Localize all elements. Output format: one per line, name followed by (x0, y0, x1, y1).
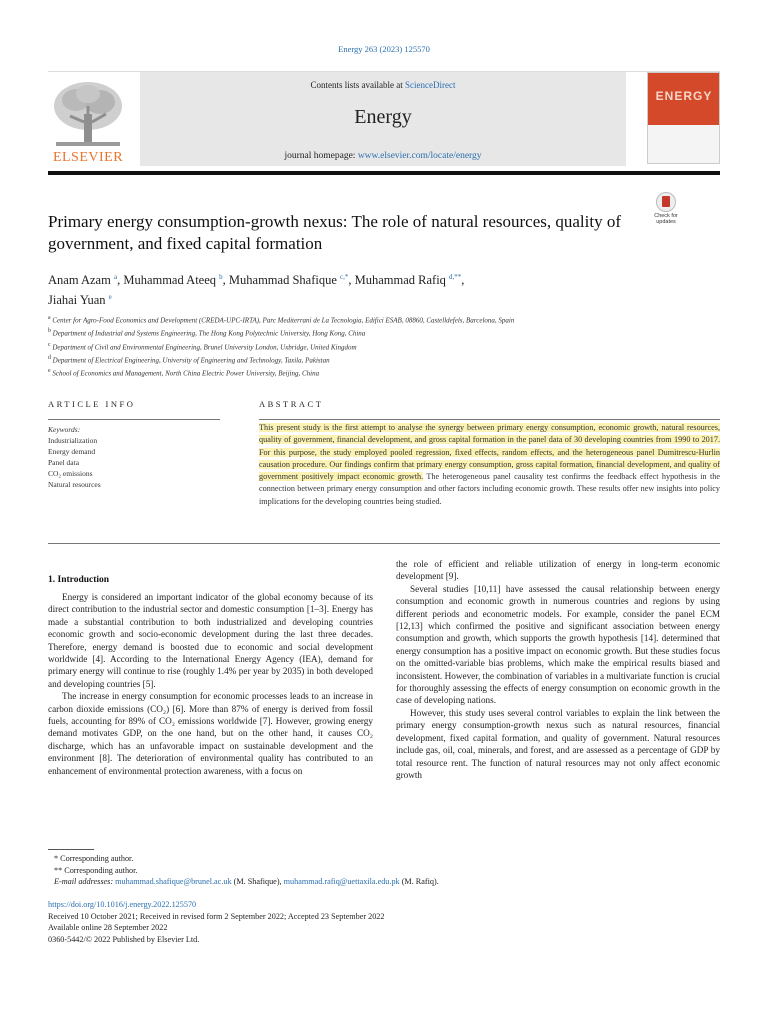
homepage-label: journal homepage: (284, 151, 358, 161)
abstract-rule (259, 419, 720, 420)
keyword-item: Natural resources (48, 480, 101, 489)
author[interactable] (48, 273, 123, 287)
body-paragraph: The increase in energy consumption for economic processes leads to an increase in carbon dioxide emissions (CO₂) [6]. More than 87% of energy is derived from fossil fuels, accounting for 89% of CO₂ emissions worldwide [7]. However, growing energy demand motivates GDP, on the one hand, but on the other hand, it causes CO₂ discharge, which has an unfavorable impact on sustainable development and the environment [8]. The deterioration of environmental quality has contributed to an enhancement of environmental protection awareness, with a focus on (48, 691, 373, 776)
article-info-heading: ARTICLE INFO (48, 399, 136, 409)
footnotes (48, 853, 728, 888)
affiliation-text: Department of Industrial and Systems Engineering, The Hong Kong Polytechnic University, Hong Kong, China (52, 329, 366, 338)
elsevier-wordmark: ELSEVIER (52, 150, 124, 165)
author-name[interactable]: Anam Azam (48, 273, 111, 288)
author[interactable] (229, 273, 355, 287)
homepage-link[interactable]: www.elsevier.com/locate/energy (357, 151, 482, 161)
abstract-rest-text: The heterogeneous panel causality test confirms the feedback effect hypothesis in the connection between primary energy consumption and other factors including economic growth. These results offer new insights into policy implications for the developing countries being studied. (259, 472, 720, 506)
footnote-rule (48, 849, 94, 850)
abstract-bottom-rule (48, 543, 720, 544)
affiliation-item (48, 326, 728, 339)
affiliation-item (48, 340, 728, 353)
body-paragraph: Several studies [10,11] have assessed the causal relationship between energy consumption and economic growth in numerous countries and regions by using different periods and econometric models. For example, consider the panel ECM [12,13] which confirmed the positive and significant association between energy consumption and growth, which supports the growth hypothesis [14]. determined that energy consumption has a positive impact on economic growth. But these studies focus on the omitted-variable bias problems, which make the empirical results biased and inconsistent. However, the combination of variables in a multivariate function is crucial for thoroughly assessing the effects of energy consumption on economic growth in the case of developing nations. (396, 583, 720, 706)
affiliation-item (48, 313, 728, 326)
affiliation-text: Department of Civil and Environmental Engineering, Brunel University London, Uxbridge, United Kingdom (52, 342, 357, 351)
email-addresses-line (48, 876, 728, 888)
author-affiliation-marker[interactable]: a (113, 273, 118, 281)
keyword-item: Energy demand (48, 447, 96, 456)
introduction-heading: 1. Introduction (48, 575, 110, 585)
author-name[interactable]: Jiahai Yuan (48, 293, 106, 308)
body-column-right (396, 558, 720, 781)
body-paragraph: Energy is considered an important indicator of the global economy because of its direct contribution to the industrial sector and domestic consumption [1–3]. Energy has made a substantial contribution to both industrialized and developing countries economic growth and socio-economic development during the last three decades. Therefore, energy demand is boosted due to economic and social development worldwide [4]. According to the International Energy Agency (IEA), demand for primary energy will continue to rise (roughly 1.4% per year by 2035) in both developed and developing countries [5]. (48, 592, 373, 689)
author-separator: , (348, 273, 355, 288)
author-name[interactable]: Muhammad Shafique (228, 273, 337, 288)
affiliation-list (48, 313, 728, 380)
journal-cover-thumbnail[interactable] (647, 72, 720, 164)
received-dates: Received 10 October 2021; Received in revised form 2 September 2022; Accepted 23 September 2022 (48, 911, 385, 921)
available-online-date: Available online 28 September 2022 (48, 923, 168, 933)
header-bottom-rule (48, 171, 720, 175)
affiliation-item (48, 353, 728, 366)
journal-homepage-line (140, 151, 626, 161)
author-affiliation-marker[interactable]: d,** (449, 273, 462, 281)
publication-info (48, 899, 728, 945)
journal-citation[interactable]: Energy 263 (2023) 125570 (338, 44, 430, 54)
author[interactable] (48, 293, 112, 307)
abstract-text (259, 422, 720, 508)
article-info-rule (48, 419, 220, 420)
check-for-updates-button[interactable] (645, 192, 687, 232)
abstract-heading: ABSTRACT (259, 399, 324, 409)
author[interactable] (355, 273, 465, 287)
author-affiliation-marker[interactable]: e (108, 293, 112, 302)
affiliation-marker: c (48, 341, 51, 348)
author-name[interactable]: Muhammad Rafiq (354, 273, 446, 288)
author-separator: , (117, 273, 124, 288)
affiliation-item (48, 366, 728, 379)
affiliation-text: School of Economics and Management, North China Electric Power University, Beijing, China (52, 369, 320, 378)
corresponding-author-note-2: ** Corresponding author. (54, 865, 138, 875)
journal-name: Energy (354, 106, 412, 128)
affiliation-marker: b (48, 328, 51, 335)
copyright-line: 0360-5442/© 2022 Published by Elsevier Ltd. (48, 934, 200, 944)
body-column-left (48, 591, 373, 777)
article-title: Primary energy consumption-growth nexus: The role of natural resources, quality of government, and fixed capital formation (48, 212, 621, 253)
author-separator: , (222, 273, 229, 288)
author-separator: , (461, 273, 465, 288)
affiliation-text: Department of Electrical Engineering, University of Engineering and Technology, Taxila, Pakistan (52, 356, 330, 365)
author-affiliation-marker[interactable]: b (219, 273, 223, 281)
affiliation-marker: e (48, 368, 51, 375)
email-label: E-mail addresses: (54, 877, 114, 887)
abstract-highlighted-text[interactable]: This present study is the first attempt to analyse the synergy between primary energy consumption, economic growth, natural resources, quality of government, financial development, and gross capital formation in the panel data of 30 developing countries from 1990 to 2017. For this purpose, the study employed pooled regression, fixed effects, random effects, and the heterogeneous panel Dumitrescu-Hurlin causation procedure. Our findings confirm that primary energy consumption, gross capital formation, financial development, and quality of government positively impact economic growth. (259, 423, 720, 482)
keyword-item: Industrialization (48, 436, 98, 445)
email-link-shafique[interactable]: muhammad.shafique@brunel.ac.uk (115, 877, 232, 887)
author-affiliation-marker[interactable]: c,* (340, 273, 349, 281)
doi-link[interactable]: https://doi.org/10.1016/j.energy.2022.125570 (48, 900, 197, 909)
email-name-rafiq: (M. Rafiq). (399, 877, 439, 887)
sciencedirect-link[interactable]: ScienceDirect (405, 80, 456, 90)
bookmark-icon (656, 192, 676, 212)
affiliation-text: Center for Agro-Food Economics and Development (CREDA-UPC-IRTA), Parc Mediterrani de La Tecnologia, Edifici ESAB, 08860, Castelldefels, Barcelona, Spain (52, 316, 515, 325)
body-paragraph: However, this study uses several control variables to explain the link between the primary energy consumption-growth nexus such as natural resources, financial development, fixed capital formation, and quality of government. Natural resources include gas, oil, coal, minerals, and forest, and are assessed as a percentage of GDP by total resource rent. The function of natural resources may not only affect economic growth (396, 707, 720, 780)
keyword-item: CO₂ emissions (48, 469, 93, 478)
contents-prefix: Contents lists available at (310, 80, 405, 90)
affiliation-marker: a (48, 315, 51, 321)
corresponding-author-note-1: * Corresponding author. (54, 854, 134, 863)
body-paragraph: the role of efficient and reliable utilization of energy in long-term economic development [9]. (396, 559, 720, 582)
keywords-block (48, 424, 228, 490)
keyword-item: Panel data (48, 458, 80, 467)
email-name-shafique: (M. Shafique), (231, 877, 284, 887)
cover-title: ENERGY (655, 89, 713, 103)
affiliation-marker: d (48, 354, 51, 361)
author-name[interactable]: Muhammad Ateeq (123, 273, 217, 288)
author-list (48, 269, 648, 309)
check-updates-label: Check for updates (654, 213, 678, 225)
contents-available-line (140, 80, 626, 90)
keywords-label: Keywords: (48, 425, 81, 434)
email-link-rafiq[interactable]: muhammad.rafiq@uettaxila.edu.pk (283, 877, 400, 887)
author[interactable] (123, 273, 229, 287)
cover-lower-panel (648, 125, 719, 163)
